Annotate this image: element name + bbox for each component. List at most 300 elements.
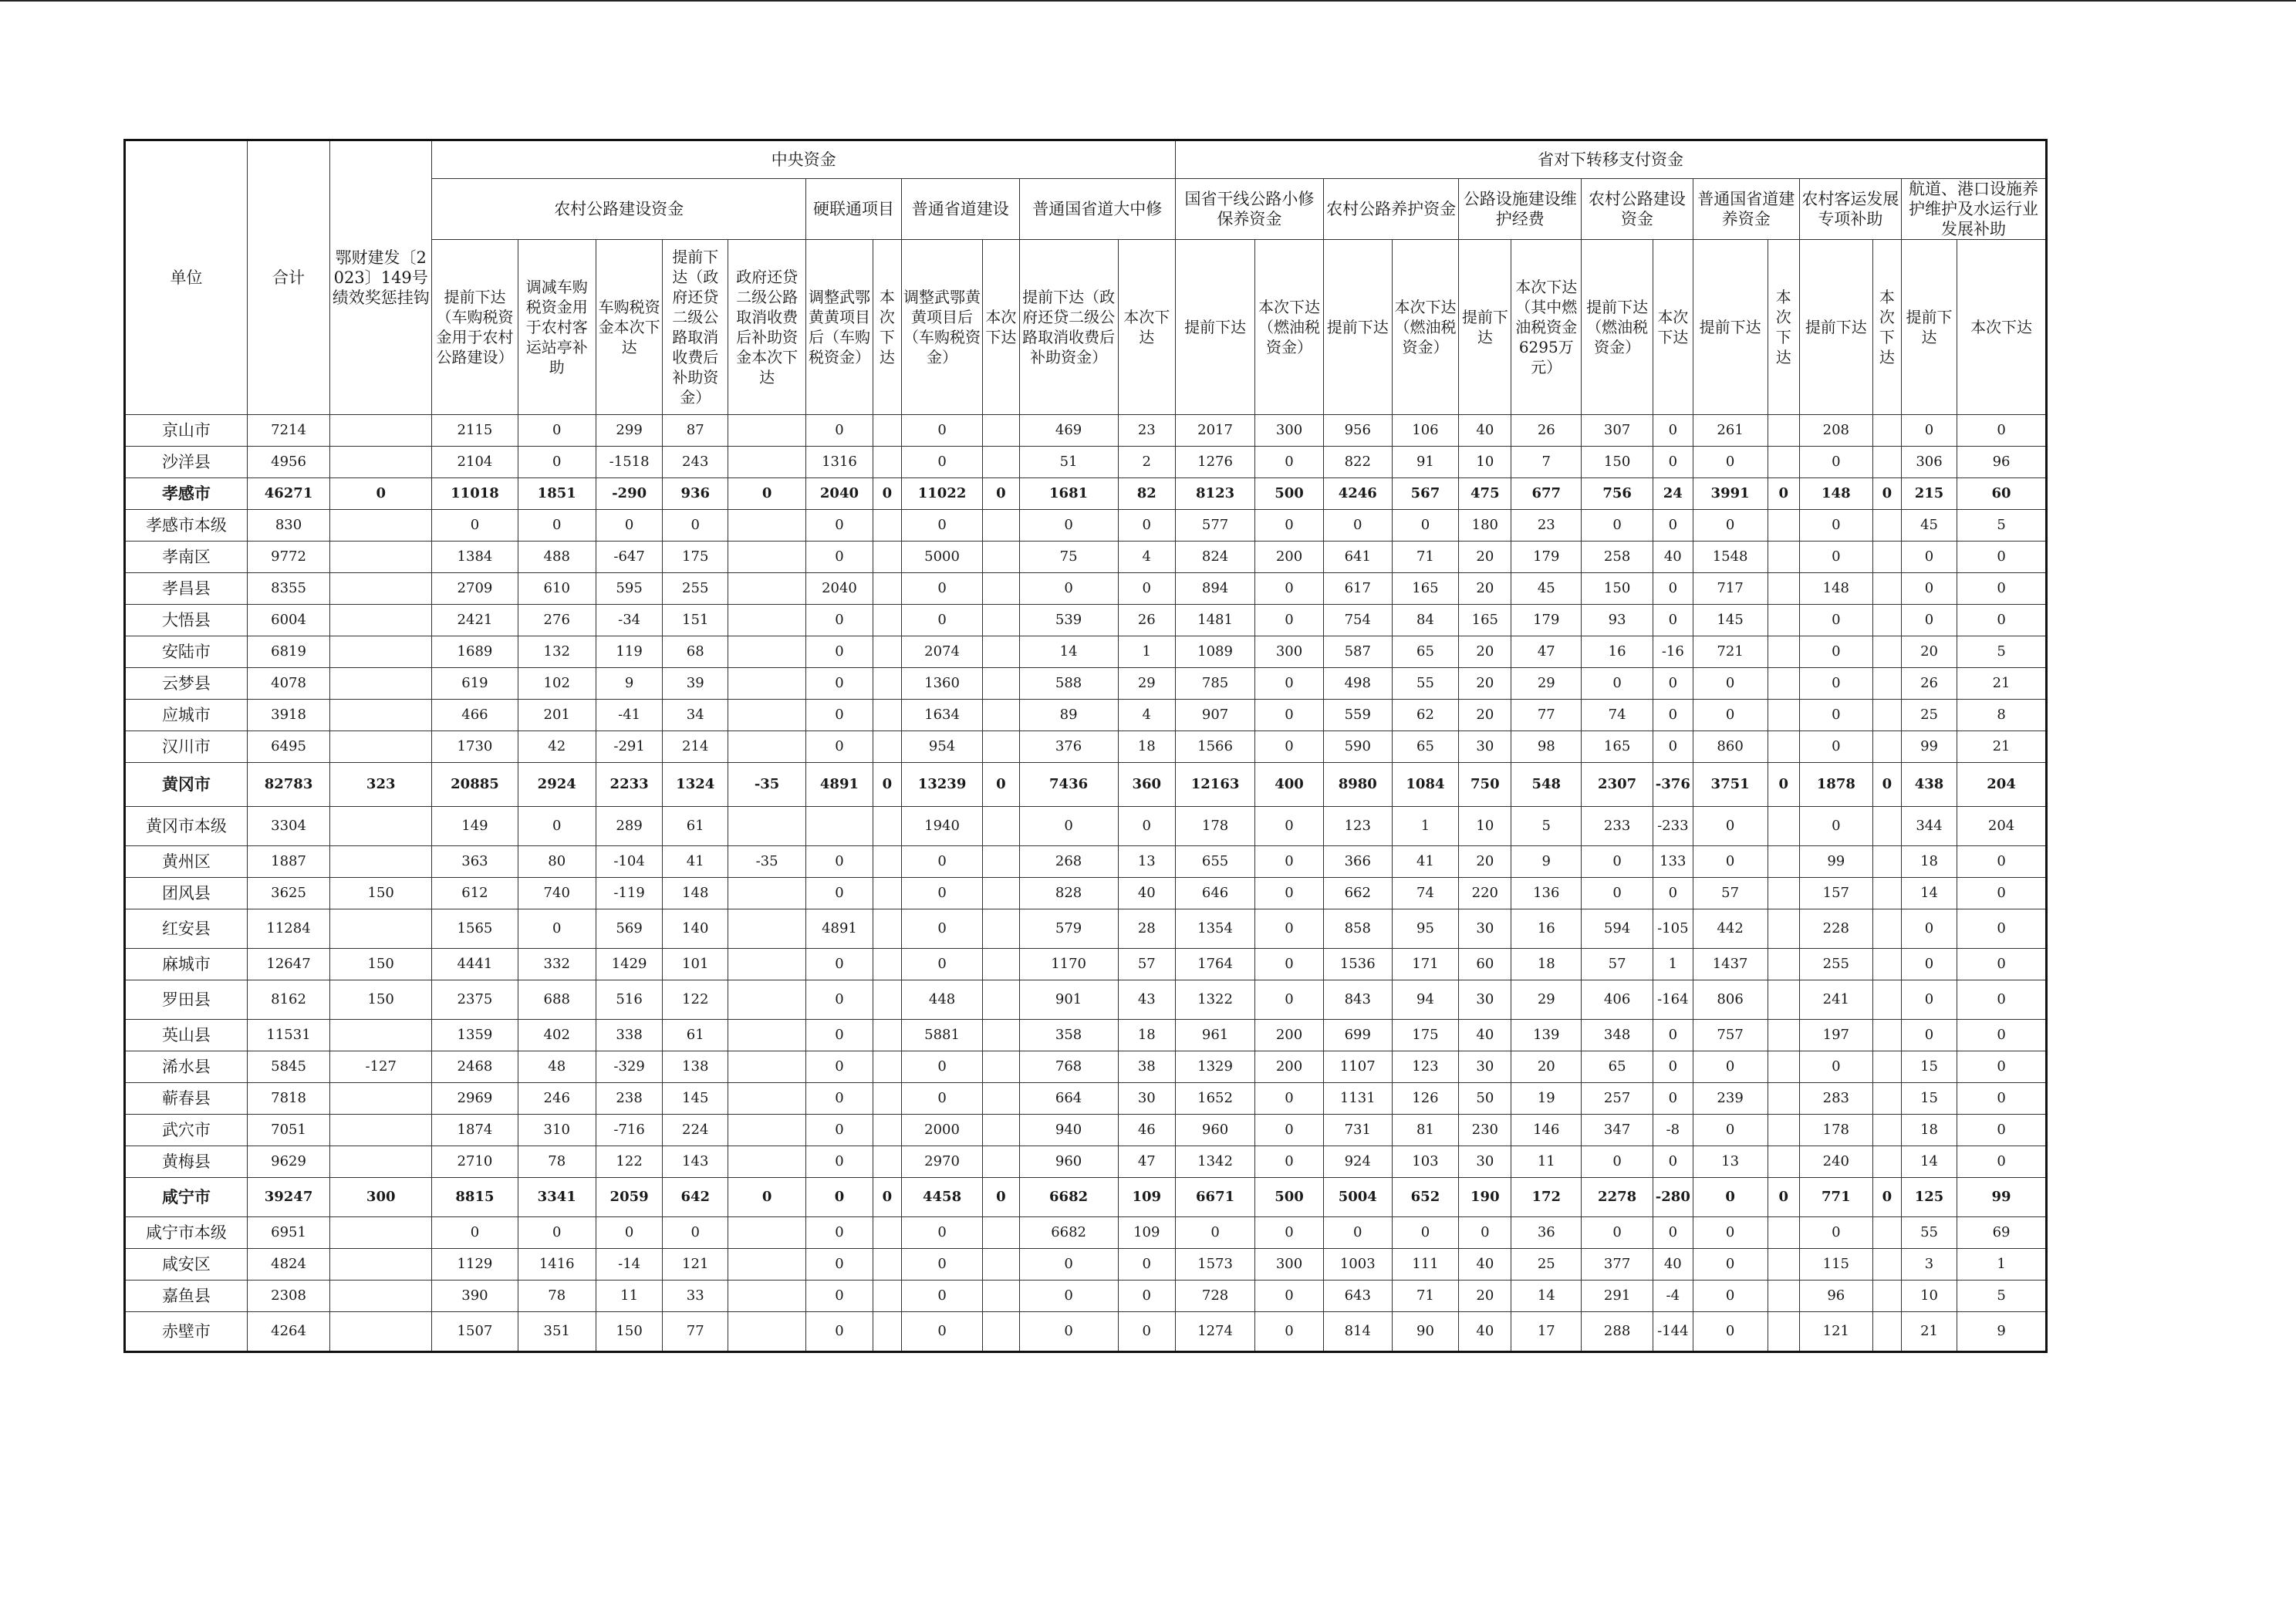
- table-cell: 90: [1392, 1312, 1459, 1352]
- row-unit-name: 麻城市: [125, 949, 248, 980]
- table-cell: 0: [1653, 878, 1693, 909]
- table-cell: 47: [1118, 1146, 1175, 1178]
- table-cell: [983, 542, 1019, 573]
- table-cell: 60: [1957, 478, 2047, 510]
- table-cell: [330, 573, 432, 605]
- table-cell: 1329: [1175, 1051, 1254, 1083]
- table-cell: [983, 605, 1019, 636]
- table-cell: [330, 636, 432, 668]
- table-cell: 0: [1693, 510, 1768, 542]
- table-cell: 806: [1693, 980, 1768, 1020]
- table-cell: 214: [663, 731, 728, 763]
- table-cell: [330, 542, 432, 573]
- table-cell: [330, 846, 432, 878]
- table-cell: 1874: [432, 1115, 518, 1146]
- table-cell: 9772: [247, 542, 329, 573]
- table-cell: 94: [1392, 980, 1459, 1020]
- table-cell: 150: [1582, 573, 1653, 605]
- table-cell: 348: [1582, 1020, 1653, 1051]
- table-cell: [330, 668, 432, 700]
- table-cell: 60: [1459, 949, 1511, 980]
- row-unit-name: 红安县: [125, 909, 248, 949]
- table-cell: [330, 909, 432, 949]
- table-cell: 5: [1957, 636, 2047, 668]
- table-cell: 1565: [432, 909, 518, 949]
- table-cell: 0: [1693, 1051, 1768, 1083]
- table-cell: [1872, 949, 1901, 980]
- table-cell: 516: [596, 980, 663, 1020]
- table-cell: 4956: [247, 447, 329, 478]
- table-cell: [1872, 542, 1901, 573]
- table-row: [125, 542, 2047, 573]
- table-cell: 14: [1901, 878, 1957, 909]
- table-cell: 26: [1511, 415, 1582, 447]
- col-c18: 提前下达（燃油税资金）: [1582, 240, 1653, 415]
- table-cell: 1322: [1175, 980, 1254, 1020]
- table-cell: 0: [1653, 605, 1693, 636]
- table-cell: 40: [1653, 1249, 1693, 1281]
- row-unit-name: 黄州区: [125, 846, 248, 878]
- col-c25: 本次下达: [1957, 240, 2047, 415]
- table-cell: 150: [330, 949, 432, 980]
- table-cell: [873, 1312, 901, 1352]
- table-cell: 0: [806, 668, 873, 700]
- table-cell: 39247: [247, 1178, 329, 1217]
- table-cell: 125: [1901, 1178, 1957, 1217]
- table-cell: 0: [901, 605, 982, 636]
- col-c1: 提前下达（车购税资金用于农村公路建设）: [432, 240, 518, 415]
- table-cell: 0: [1582, 1146, 1653, 1178]
- table-cell: 30: [1459, 980, 1511, 1020]
- table-cell: -35: [728, 763, 806, 807]
- table-cell: 300: [1255, 1249, 1324, 1281]
- table-cell: [983, 949, 1019, 980]
- table-cell: 4: [1118, 700, 1175, 731]
- table-cell: 0: [1582, 510, 1653, 542]
- table-cell: 11022: [901, 478, 982, 510]
- table-cell: 102: [518, 668, 596, 700]
- table-cell: 11284: [247, 909, 329, 949]
- table-cell: [983, 1115, 1019, 1146]
- table-cell: 0: [1957, 1115, 2047, 1146]
- table-cell: 1131: [1323, 1083, 1392, 1115]
- table-cell: 1342: [1175, 1146, 1254, 1178]
- table-cell: 0: [1693, 1217, 1768, 1249]
- table-cell: [1872, 573, 1901, 605]
- table-cell: [1872, 1146, 1901, 1178]
- table-cell: [1872, 1020, 1901, 1051]
- table-cell: 291: [1582, 1281, 1653, 1312]
- table-cell: 84: [1392, 605, 1459, 636]
- table-cell: [983, 636, 1019, 668]
- table-cell: 610: [518, 573, 596, 605]
- table-cell: 717: [1693, 573, 1768, 605]
- table-cell: 40: [1459, 1312, 1511, 1352]
- table-cell: 180: [1459, 510, 1511, 542]
- table-cell: 323: [330, 763, 432, 807]
- table-cell: 956: [1323, 415, 1392, 447]
- table-cell: 4891: [806, 909, 873, 949]
- table-cell: 80: [518, 846, 596, 878]
- table-cell: 13: [1118, 846, 1175, 878]
- table-cell: 2074: [901, 636, 982, 668]
- table-cell: [873, 542, 901, 573]
- table-cell: 204: [1957, 807, 2047, 846]
- table-cell: 10: [1459, 807, 1511, 846]
- col-c2: 调减车购税资金用于农村客运站亭补助: [518, 240, 596, 415]
- table-cell: 338: [596, 1020, 663, 1051]
- table-row: [125, 415, 2047, 447]
- table-cell: 757: [1693, 1020, 1768, 1051]
- table-cell: 51: [1019, 447, 1118, 478]
- table-cell: 57: [1118, 949, 1175, 980]
- table-cell: 106: [1392, 415, 1459, 447]
- table-cell: 21: [1957, 731, 2047, 763]
- table-cell: [873, 1281, 901, 1312]
- row-unit-name: 孝南区: [125, 542, 248, 573]
- table-cell: 1084: [1392, 763, 1459, 807]
- table-cell: 1354: [1175, 909, 1254, 949]
- table-cell: 1: [1118, 636, 1175, 668]
- table-cell: 5: [1957, 1281, 2047, 1312]
- table-cell: 6951: [247, 1217, 329, 1249]
- table-cell: 0: [901, 573, 982, 605]
- table-cell: 0: [1255, 1083, 1324, 1115]
- table-cell: 1384: [432, 542, 518, 573]
- table-cell: [1872, 1115, 1901, 1146]
- table-cell: 500: [1255, 1178, 1324, 1217]
- table-cell: 1276: [1175, 447, 1254, 478]
- table-cell: 740: [518, 878, 596, 909]
- table-cell: 25: [1901, 700, 1957, 731]
- table-cell: 0: [901, 1312, 982, 1352]
- table-cell: [983, 415, 1019, 447]
- table-cell: 590: [1323, 731, 1392, 763]
- table-cell: 6819: [247, 636, 329, 668]
- table-cell: 18: [1901, 1115, 1957, 1146]
- table-cell: [1768, 1281, 1799, 1312]
- table-cell: 7436: [1019, 763, 1118, 807]
- table-cell: 0: [901, 1249, 982, 1281]
- table-cell: 0: [901, 447, 982, 478]
- table-cell: 8: [1957, 700, 2047, 731]
- table-cell: [1872, 605, 1901, 636]
- table-cell: 150: [596, 1312, 663, 1352]
- group-glss: 公路设施建设维护经费: [1459, 179, 1582, 240]
- table-cell: 243: [663, 447, 728, 478]
- table-cell: 0: [1255, 807, 1324, 846]
- table-cell: 469: [1019, 415, 1118, 447]
- table-cell: [330, 1249, 432, 1281]
- table-cell: 0: [432, 1217, 518, 1249]
- table-cell: 98: [1511, 731, 1582, 763]
- table-cell: [728, 949, 806, 980]
- table-cell: 0: [901, 949, 982, 980]
- table-cell: 69: [1957, 1217, 2047, 1249]
- table-cell: 109: [1118, 1217, 1175, 1249]
- table-cell: 577: [1175, 510, 1254, 542]
- table-cell: 136: [1511, 878, 1582, 909]
- table-cell: 0: [663, 510, 728, 542]
- table-cell: 0: [1957, 1051, 2047, 1083]
- table-cell: 306: [1901, 447, 1957, 478]
- table-cell: 25: [1511, 1249, 1582, 1281]
- table-cell: [1872, 1281, 1901, 1312]
- table-cell: [873, 980, 901, 1020]
- table-cell: [1768, 605, 1799, 636]
- row-unit-name: 安陆市: [125, 636, 248, 668]
- table-cell: 150: [330, 980, 432, 1020]
- table-cell: [330, 1281, 432, 1312]
- table-cell: 0: [806, 510, 873, 542]
- table-cell: 475: [1459, 478, 1511, 510]
- table-cell: 3304: [247, 807, 329, 846]
- table-cell: -104: [596, 846, 663, 878]
- table-cell: 0: [806, 1020, 873, 1051]
- table-cell: [873, 1115, 901, 1146]
- table-cell: 138: [663, 1051, 728, 1083]
- table-row: [125, 980, 2047, 1020]
- table-cell: [1872, 1312, 1901, 1352]
- table-cell: 587: [1323, 636, 1392, 668]
- table-cell: 0: [806, 605, 873, 636]
- table-cell: 10: [1459, 447, 1511, 478]
- table-cell: 2924: [518, 763, 596, 807]
- table-cell: 55: [1392, 668, 1459, 700]
- table-cell: 0: [1957, 605, 2047, 636]
- table-cell: 45: [1901, 510, 1957, 542]
- group-ptgsd: 普通国省道大中修: [1019, 179, 1175, 240]
- table-cell: 0: [663, 1217, 728, 1249]
- table-cell: 0: [596, 510, 663, 542]
- table-cell: 2040: [806, 573, 873, 605]
- table-cell: 940: [1019, 1115, 1118, 1146]
- col-c4: 提前下达（政府还贷二级公路取消收费后补助资金）: [663, 240, 728, 415]
- table-cell: 0: [1653, 1146, 1693, 1178]
- table-cell: 26: [1118, 605, 1175, 636]
- col-c13: 本次下达（燃油税资金）: [1255, 240, 1324, 415]
- table-cell: [728, 1115, 806, 1146]
- table-cell: 0: [1323, 510, 1392, 542]
- table-cell: [1768, 949, 1799, 980]
- row-unit-name: 咸安区: [125, 1249, 248, 1281]
- table-cell: [728, 700, 806, 731]
- table-cell: 0: [806, 1217, 873, 1249]
- table-cell: [873, 1217, 901, 1249]
- table-cell: [983, 668, 1019, 700]
- table-cell: [983, 1083, 1019, 1115]
- table-cell: 0: [901, 510, 982, 542]
- table-cell: 1: [1653, 949, 1693, 980]
- table-cell: [728, 1281, 806, 1312]
- table-cell: 2307: [1582, 763, 1653, 807]
- table-cell: 594: [1582, 909, 1653, 949]
- table-cell: 146: [1511, 1115, 1582, 1146]
- table-cell: [983, 510, 1019, 542]
- table-cell: 2709: [432, 573, 518, 605]
- table-cell: 1887: [247, 846, 329, 878]
- table-cell: [1768, 1020, 1799, 1051]
- table-cell: 579: [1019, 909, 1118, 949]
- row-unit-name: 团风县: [125, 878, 248, 909]
- table-cell: 14: [1511, 1281, 1582, 1312]
- table-cell: [728, 1146, 806, 1178]
- table-cell: 46: [1118, 1115, 1175, 1146]
- table-cell: 3751: [1693, 763, 1768, 807]
- table-cell: 0: [518, 909, 596, 949]
- table-cell: 1764: [1175, 949, 1254, 980]
- table-cell: -376: [1653, 763, 1693, 807]
- table-cell: 179: [1511, 542, 1582, 573]
- table-cell: 363: [432, 846, 518, 878]
- table-cell: 0: [1019, 807, 1118, 846]
- table-cell: [728, 807, 806, 846]
- table-cell: [1768, 807, 1799, 846]
- table-cell: 23: [1118, 415, 1175, 447]
- table-cell: 0: [1255, 980, 1324, 1020]
- table-cell: 0: [1901, 949, 1957, 980]
- table-cell: 0: [1901, 1020, 1957, 1051]
- table-row: [125, 605, 2047, 636]
- table-cell: 3991: [1693, 478, 1768, 510]
- table-cell: 121: [1799, 1312, 1872, 1352]
- table-cell: -1518: [596, 447, 663, 478]
- table-cell: 0: [1957, 1083, 2047, 1115]
- table-cell: [1872, 415, 1901, 447]
- table-cell: [983, 1146, 1019, 1178]
- table-cell: 175: [663, 542, 728, 573]
- table-cell: [728, 1217, 806, 1249]
- table-cell: 0: [1255, 668, 1324, 700]
- table-cell: 1851: [518, 478, 596, 510]
- table-cell: 0: [1459, 1217, 1511, 1249]
- table-cell: 3: [1901, 1249, 1957, 1281]
- table-row: [125, 447, 2047, 478]
- table-cell: 2115: [432, 415, 518, 447]
- table-cell: 95: [1392, 909, 1459, 949]
- table-cell: 3918: [247, 700, 329, 731]
- table-cell: 3625: [247, 878, 329, 909]
- table-cell: [1872, 980, 1901, 1020]
- table-cell: [728, 415, 806, 447]
- table-cell: 2375: [432, 980, 518, 1020]
- table-cell: 588: [1019, 668, 1118, 700]
- table-cell: 0: [1118, 1312, 1175, 1352]
- table-cell: 29: [1511, 980, 1582, 1020]
- table-cell: 0: [873, 763, 901, 807]
- table-cell: 377: [1582, 1249, 1653, 1281]
- table-cell: [1872, 731, 1901, 763]
- table-cell: 0: [1653, 1020, 1693, 1051]
- table-cell: 0: [596, 1217, 663, 1249]
- table-cell: 344: [1901, 807, 1957, 846]
- table-cell: -4: [1653, 1281, 1693, 1312]
- col-c20: 提前下达: [1693, 240, 1768, 415]
- table-cell: 20: [1459, 846, 1511, 878]
- table-cell: 366: [1323, 846, 1392, 878]
- table-cell: [873, 668, 901, 700]
- table-cell: 140: [663, 909, 728, 949]
- table-cell: 2000: [901, 1115, 982, 1146]
- table-cell: 332: [518, 949, 596, 980]
- table-cell: 0: [1653, 415, 1693, 447]
- table-cell: [330, 1217, 432, 1249]
- table-cell: 48: [518, 1051, 596, 1083]
- group-ptgs: 普通国省道建养资金: [1693, 179, 1799, 240]
- table-cell: 11: [1511, 1146, 1582, 1178]
- table-row: [125, 909, 2047, 949]
- table-cell: [983, 1312, 1019, 1352]
- table-cell: 830: [247, 510, 329, 542]
- col-c16: 提前下达: [1459, 240, 1511, 415]
- table-cell: 0: [1653, 1217, 1693, 1249]
- table-cell: -127: [330, 1051, 432, 1083]
- table-cell: [873, 447, 901, 478]
- table-cell: 0: [806, 1281, 873, 1312]
- table-cell: 0: [1957, 949, 2047, 980]
- table-cell: 0: [1653, 510, 1693, 542]
- table-cell: 1681: [1019, 478, 1118, 510]
- table-cell: [983, 1217, 1019, 1249]
- table-cell: [330, 415, 432, 447]
- table-cell: 1940: [901, 807, 982, 846]
- table-cell: 4264: [247, 1312, 329, 1352]
- row-unit-name: 孝感市本级: [125, 510, 248, 542]
- table-cell: -34: [596, 605, 663, 636]
- table-cell: 0: [873, 1178, 901, 1217]
- table-cell: 0: [518, 510, 596, 542]
- table-cell: 5: [1957, 510, 2047, 542]
- table-row: [125, 846, 2047, 878]
- group-province: 省对下转移支付资金: [1175, 140, 2046, 179]
- table-cell: 5004: [1323, 1178, 1392, 1217]
- table-cell: 149: [432, 807, 518, 846]
- table-cell: 246: [518, 1083, 596, 1115]
- table-cell: 71: [1392, 542, 1459, 573]
- table-cell: [1768, 1115, 1799, 1146]
- table-cell: [873, 1249, 901, 1281]
- table-cell: [728, 878, 806, 909]
- table-cell: 6682: [1019, 1217, 1118, 1249]
- table-cell: 2017: [1175, 415, 1254, 447]
- table-cell: [728, 636, 806, 668]
- table-cell: 165: [1459, 605, 1511, 636]
- table-cell: [873, 573, 901, 605]
- table-cell: 400: [1255, 763, 1324, 807]
- table-cell: 0: [1901, 415, 1957, 447]
- table-cell: -14: [596, 1249, 663, 1281]
- table-cell: 0: [1255, 846, 1324, 878]
- table-cell: 390: [432, 1281, 518, 1312]
- table-cell: 71: [1392, 1281, 1459, 1312]
- table-cell: 258: [1582, 542, 1653, 573]
- table-cell: -41: [596, 700, 663, 731]
- table-cell: 0: [1255, 605, 1324, 636]
- table-cell: 1360: [901, 668, 982, 700]
- table-cell: 860: [1693, 731, 1768, 763]
- table-cell: -105: [1653, 909, 1693, 949]
- table-cell: 406: [1582, 980, 1653, 1020]
- table-cell: 78: [518, 1281, 596, 1312]
- table-cell: 24: [1653, 478, 1693, 510]
- table-cell: 230: [1459, 1115, 1511, 1146]
- table-cell: 0: [1799, 700, 1872, 731]
- table-cell: 0: [1255, 1146, 1324, 1178]
- table-cell: 42: [518, 731, 596, 763]
- table-row: [125, 878, 2047, 909]
- row-unit-name: 黄梅县: [125, 1146, 248, 1178]
- table-cell: 0: [1693, 447, 1768, 478]
